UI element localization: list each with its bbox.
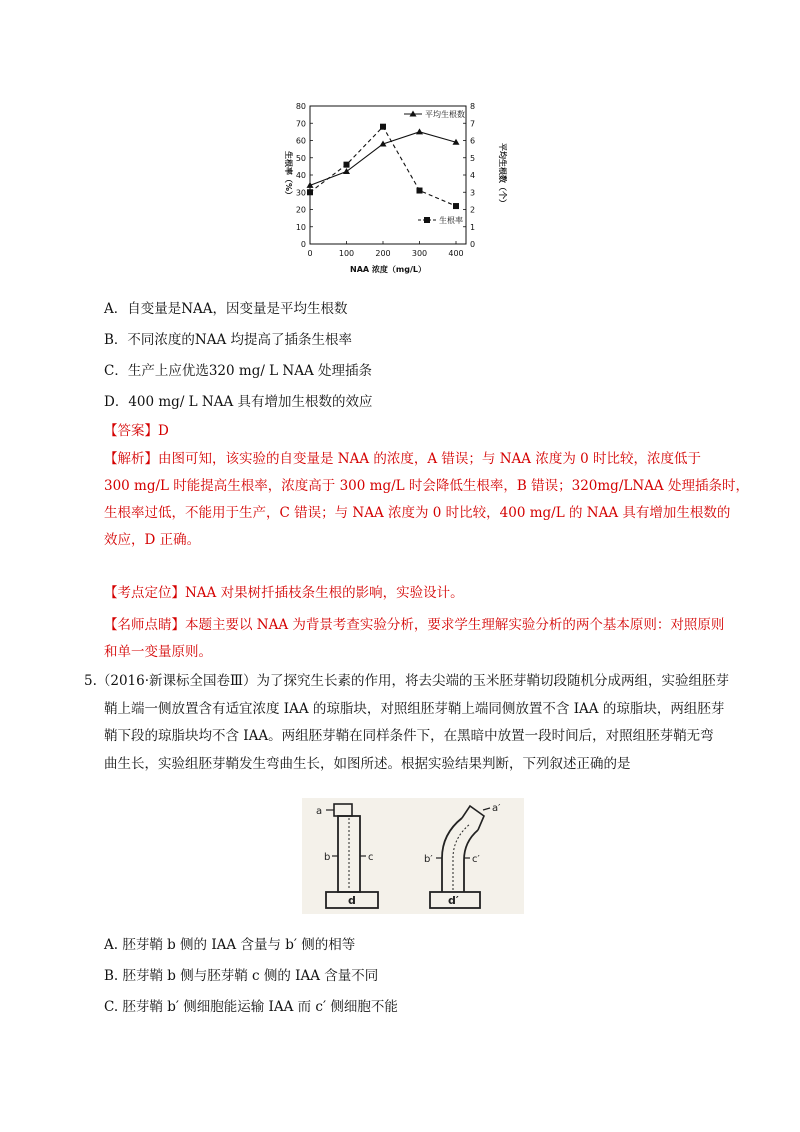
x-tick-label: 0 xyxy=(307,249,313,258)
q4-option-b: B．不同浓度的NAA 均提高了插条生根率 xyxy=(104,332,353,348)
q4-kaodian: 【考点定位】NAA 对果树扦插枝条生根的影响，实验设计。 xyxy=(104,585,464,601)
x-tick-label: 100 xyxy=(338,249,355,258)
y-right-tick-label: 8 xyxy=(470,102,476,111)
data-point-square xyxy=(417,188,423,194)
y-right-tick-label: 4 xyxy=(470,171,476,180)
q4-mingshi xyxy=(104,612,725,666)
analysis-line: 300 mg/L 时能提高生根率，浓度高于 300 mg/L 时会降低生根率，B 错误；320mg/LNAA 处理插条时， xyxy=(104,478,749,494)
y-left-axis-title: 生根率（%） xyxy=(284,150,293,200)
label-d: d xyxy=(348,894,356,907)
q5-stem-line: 鞘上端一侧放置含有适宜浓度 IAA 的琼脂块，对照组胚芽鞘上端同侧放置不含 IAA 的琼脂块，两组胚芽 xyxy=(104,700,725,717)
q5-option-b: B. 胚芽鞘 b 侧与胚芽鞘 c 侧的 IAA 含量不同 xyxy=(104,968,379,984)
mingshi-line: 和单一变量原则。 xyxy=(104,644,212,660)
y-left-tick-label: 40 xyxy=(295,171,306,180)
series-line-triangle xyxy=(310,132,456,185)
y-left-tick-label: 30 xyxy=(295,188,306,198)
q5-stem-line: 5.（2016·新课标全国卷Ⅲ）为了探究生长素的作用，将去尖端的玉米胚芽鞘切段随机分成两组，实验组胚芽 xyxy=(84,673,730,689)
q4-option-d: D．400 mg/ L NAA 具有增加生根数的效应 xyxy=(104,394,373,410)
q4-analysis xyxy=(104,446,749,554)
q4-option-c: C．生产上应优选320 mg/ L NAA 处理插条 xyxy=(104,363,373,379)
data-point-square xyxy=(453,203,459,209)
coleoptile-figure xyxy=(302,798,524,914)
y-right-tick-label: 2 xyxy=(470,205,476,215)
data-point-triangle xyxy=(416,128,423,134)
data-point-square xyxy=(307,189,313,195)
y-left-tick-label: 50 xyxy=(295,153,306,163)
y-left-tick-label: 70 xyxy=(295,119,306,129)
naa-chart xyxy=(268,92,518,282)
legend-label-top: 平均生根数 xyxy=(425,110,465,119)
q5-stem-line: 曲生长，实验组胚芽鞘发生弯曲生长，如图所述。根据实验结果判断，下列叙述正确的是 xyxy=(104,755,631,772)
mingshi-line: 【名师点睛】本题主要以 NAA 为背景考查实验分析，要求学生理解实验分析的两个基本原则：对照原则 xyxy=(104,617,725,633)
y-right-tick-label: 1 xyxy=(470,222,476,232)
analysis-line: 效应，D 正确。 xyxy=(104,532,201,548)
y-left-tick-label: 80 xyxy=(295,102,306,111)
x-tick-label: 200 xyxy=(375,249,391,258)
x-axis-title: NAA 浓度（mg/L） xyxy=(350,265,426,274)
data-point-triangle xyxy=(343,168,350,174)
label-a-prime: a′ xyxy=(492,803,501,814)
y-right-axis-title: 平均生根数（个） xyxy=(498,143,507,207)
label-c: c xyxy=(368,852,374,863)
y-right-tick-label: 6 xyxy=(470,136,476,146)
legend-label-bottom: 生根率 xyxy=(439,216,463,225)
y-left-tick-label: 10 xyxy=(295,222,306,232)
y-right-tick-label: 0 xyxy=(470,240,476,249)
legend-marker-square xyxy=(424,217,430,223)
q5-stem xyxy=(84,668,730,778)
label-b: b xyxy=(324,852,331,863)
y-right-tick-label: 5 xyxy=(470,153,476,163)
x-tick-label: 400 xyxy=(448,249,464,258)
q5-option-a: A. 胚芽鞘 b 侧的 IAA 含量与 b′ 侧的相等 xyxy=(104,937,356,953)
y-left-tick-label: 20 xyxy=(295,205,306,215)
data-point-square xyxy=(380,124,386,130)
y-left-tick-label: 0 xyxy=(300,240,306,249)
analysis-line: 【解析】由图可知，该实验的自变量是 NAA 的浓度，A 错误；与 NAA 浓度为 0 时比较，浓度低于 xyxy=(104,451,701,467)
y-left-tick-label: 60 xyxy=(295,136,306,146)
label-b-prime: b′ xyxy=(424,854,433,865)
label-c-prime: c′ xyxy=(472,854,480,865)
y-right-tick-label: 3 xyxy=(470,188,476,198)
x-tick-label: 300 xyxy=(411,249,428,258)
series-line-square xyxy=(310,127,456,206)
data-point-square xyxy=(344,162,350,168)
label-a: a xyxy=(316,806,323,817)
q4-option-a: A．自变量是NAA，因变量是平均生根数 xyxy=(104,301,348,317)
label-d-prime: d′ xyxy=(448,894,459,907)
q4-answer: 【答案】D xyxy=(104,423,169,439)
q5-option-c: C. 胚芽鞘 b′ 侧细胞能运输 IAA 而 c′ 侧细胞不能 xyxy=(104,999,398,1015)
q5-stem-line: 鞘下段的琼脂块均不含 IAA。两组胚芽鞘在同样条件下，在黑暗中放置一段时间后，对照组胚芽鞘无弯 xyxy=(104,728,714,744)
analysis-line: 生根率过低，不能用于生产，C 错误；与 NAA 浓度为 0 时比较，400 mg/L 的 NAA 具有增加生根数的 xyxy=(104,505,731,521)
y-right-tick-label: 7 xyxy=(470,119,476,129)
